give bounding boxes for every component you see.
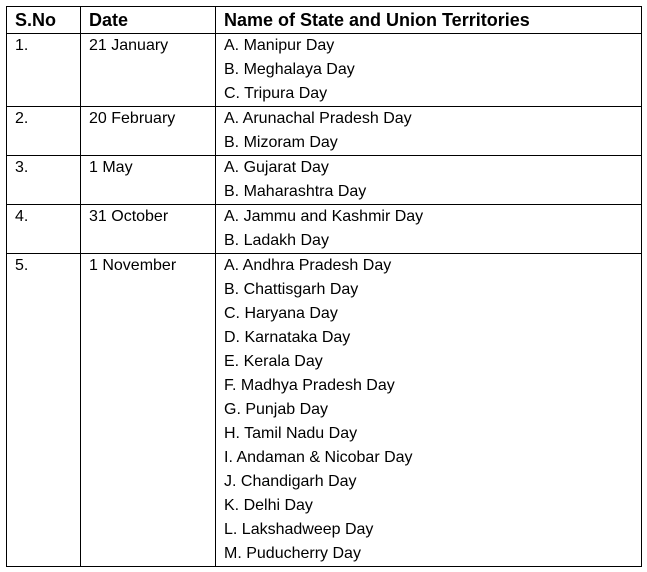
name-item: B. Meghalaya Day bbox=[224, 61, 355, 78]
cell-names bbox=[216, 156, 642, 205]
cell-date: 21 January bbox=[81, 34, 216, 107]
cell-sno: 5. bbox=[7, 254, 81, 567]
name-item: M. Puducherry Day bbox=[224, 545, 361, 562]
name-item: I. Andaman & Nicobar Day bbox=[224, 449, 413, 466]
name-item: E. Kerala Day bbox=[224, 353, 323, 370]
cell-names bbox=[216, 107, 642, 156]
name-item: H. Tamil Nadu Day bbox=[224, 425, 358, 442]
name-item: B. Chattisgarh Day bbox=[224, 281, 359, 298]
header-name: Name of State and Union Territories bbox=[216, 7, 642, 34]
name-item: B. Ladakh Day bbox=[224, 232, 329, 249]
name-item: L. Lakshadweep Day bbox=[224, 521, 374, 538]
state-days-table bbox=[6, 6, 642, 567]
name-item: B. Maharashtra Day bbox=[224, 183, 367, 200]
cell-sno: 2. bbox=[7, 107, 81, 156]
name-item: A. Manipur Day bbox=[224, 37, 335, 54]
cell-date: 31 October bbox=[81, 205, 216, 254]
name-item: A. Arunachal Pradesh Day bbox=[224, 110, 412, 127]
cell-date: 1 May bbox=[81, 156, 216, 205]
cell-date: 20 February bbox=[81, 107, 216, 156]
name-item: G. Punjab Day bbox=[224, 401, 329, 418]
table-row bbox=[7, 156, 642, 205]
table-row bbox=[7, 107, 642, 156]
cell-names bbox=[216, 254, 642, 567]
name-item: C. Haryana Day bbox=[224, 305, 338, 322]
table-body bbox=[7, 34, 642, 567]
name-item: A. Jammu and Kashmir Day bbox=[224, 208, 424, 225]
name-item: C. Tripura Day bbox=[224, 85, 328, 102]
name-item: A. Andhra Pradesh Day bbox=[224, 257, 392, 274]
name-item: D. Karnataka Day bbox=[224, 329, 351, 346]
table-row bbox=[7, 205, 642, 254]
cell-names bbox=[216, 34, 642, 107]
header-date: Date bbox=[81, 7, 216, 34]
name-item: K. Delhi Day bbox=[224, 497, 313, 514]
header-row bbox=[7, 7, 642, 34]
cell-sno: 4. bbox=[7, 205, 81, 254]
cell-sno: 1. bbox=[7, 34, 81, 107]
cell-date: 1 November bbox=[81, 254, 216, 567]
name-item: J. Chandigarh Day bbox=[224, 473, 357, 490]
cell-names bbox=[216, 205, 642, 254]
cell-sno: 3. bbox=[7, 156, 81, 205]
name-item: F. Madhya Pradesh Day bbox=[224, 377, 395, 394]
table-row bbox=[7, 254, 642, 567]
table-row bbox=[7, 34, 642, 107]
name-item: A. Gujarat Day bbox=[224, 159, 329, 176]
header-sno: S.No bbox=[7, 7, 81, 34]
name-item: B. Mizoram Day bbox=[224, 134, 338, 151]
